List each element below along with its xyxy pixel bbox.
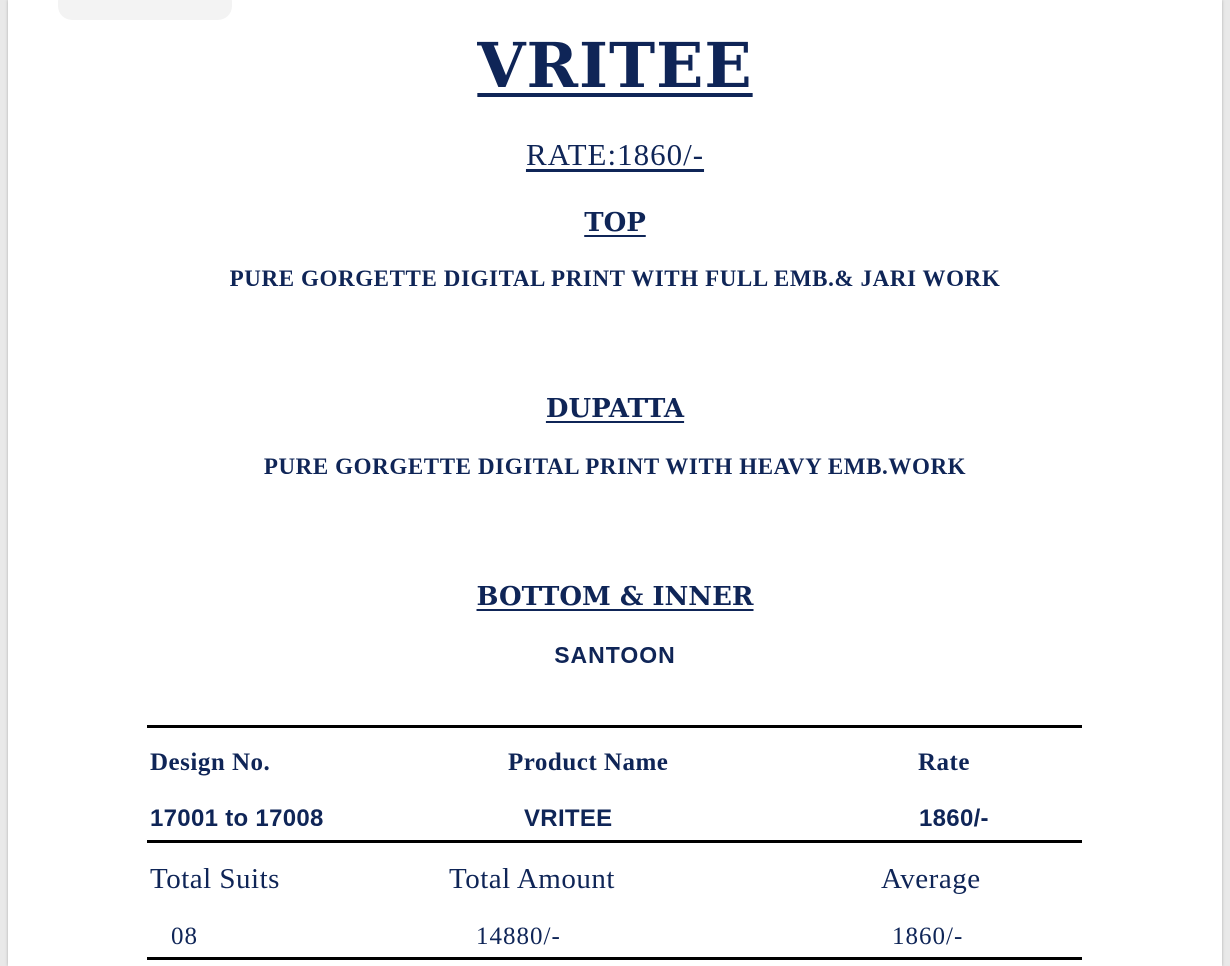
header-rate: Rate (918, 749, 970, 776)
value-design-no: 17001 to 17008 (150, 805, 324, 832)
table-rule-middle (147, 840, 1082, 843)
header-total-suits: Total Suits (150, 863, 280, 895)
brand-title: VRITEE (477, 29, 753, 102)
table-rule-bottom (147, 957, 1082, 960)
header-design-no: Design No. (150, 749, 271, 776)
header-product-name: Product Name (508, 749, 669, 776)
value-product-name: VRITEE (524, 805, 613, 832)
value-total-amount: 14880/- (476, 923, 561, 950)
corner-tab (58, 0, 232, 20)
value-average: 1860/- (892, 923, 964, 950)
section-desc-dupatta: PURE GORGETTE DIGITAL PRINT WITH HEAVY EMB.WORK (263, 454, 967, 479)
section-title-bottom-inner: BOTTOM & INNER (476, 582, 754, 612)
section-title-dupatta: DUPATTA (545, 394, 685, 424)
header-average: Average (881, 863, 981, 895)
value-rate: 1860/- (919, 805, 989, 832)
table-rule-top (147, 725, 1082, 728)
document-page (8, 0, 1222, 966)
section-title-top: TOP (584, 208, 646, 238)
rate-heading: RATE:1860/- (525, 137, 705, 172)
section-desc-top: PURE GORGETTE DIGITAL PRINT WITH FULL EMB.& JARI WORK (229, 266, 1001, 291)
header-total-amount: Total Amount (449, 863, 615, 895)
value-total-suits: 08 (171, 923, 198, 950)
section-desc-bottom-inner: SANTOON (554, 642, 676, 668)
